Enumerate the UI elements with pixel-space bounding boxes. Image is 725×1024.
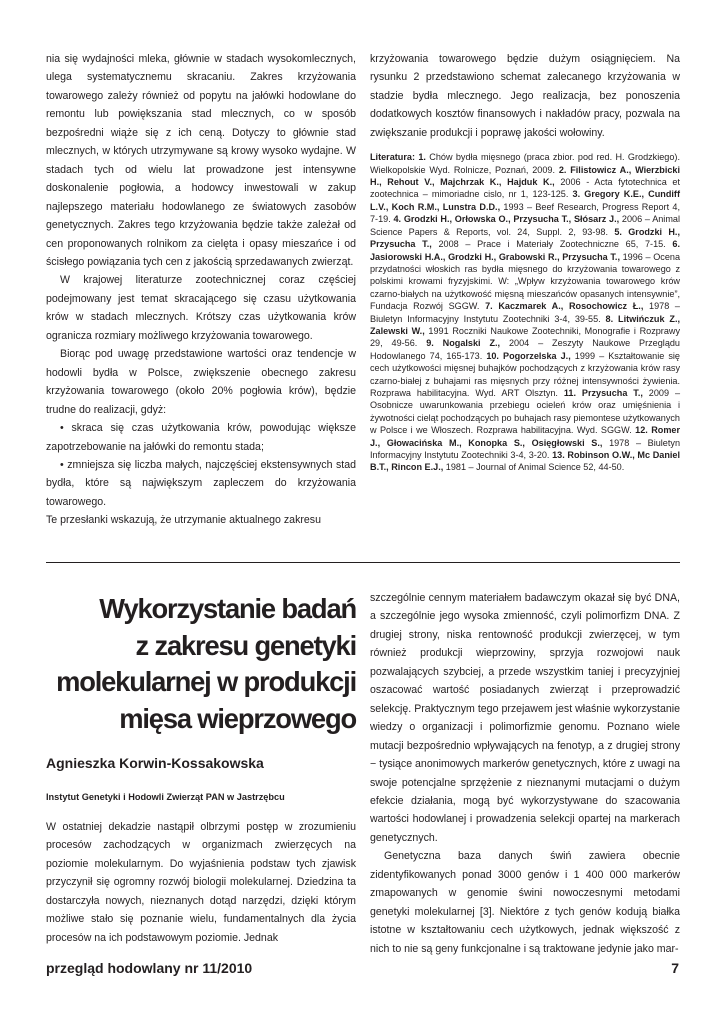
title-line: Wykorzystanie badań bbox=[99, 593, 356, 624]
reference-author: 12. Romer J., Głowacińska M., Konopka S., Osięgłowski S., bbox=[370, 425, 680, 448]
reference-author: 8. Litwińczuk Z., Zalewski W., bbox=[370, 313, 680, 336]
body-paragraph: nia się wydajności mleka, głównie w stadach wysokomlecznych, ulega systematycznemu skracaniu. Zakres krzyżowania towarowego zależy również od popytu na jałówki hodowlane do remontu lub powiększania stad mlecznych, co w sposób bezpośredni wiąże się z ich ceną. Dotyczy to głównie stad mlecznych, w których utrzymywane są krowy wysoko wydajne. W stadach tych od wielu lat prowadzone jest intensywne doskonalenie pogłowia, a hodowcy inwestowali w zakup najlepszego materiału hodowlanego ze światowych zasobów genetycznych. Zakres tego krzyżowania będzie także zależał od cen proponowanych rolnikom za cielęta i opasy mieszańce i od ścisłego powiązania tych cen z jakością sprzedawanych zwierząt. bbox=[46, 53, 356, 268]
title-line: z zakresu genetyki bbox=[135, 629, 356, 661]
references bbox=[370, 151, 680, 474]
reference-text: 1981 – Journal of Animal Science 52, 44-50. bbox=[443, 462, 625, 473]
body-paragraph: Te przesłanki wskazują, że utrzymanie aktualnego zakresu bbox=[46, 514, 321, 527]
body-paragraph: W krajowej literaturze zootechnicznej coraz częściej podejmowany jest temat skracającego się czasu użytkowania krów w stadach mlecznych. Krótszy czas użytkowania krów ogranicza rozmiary możliwego krzyżowania towarowego. bbox=[46, 274, 356, 342]
top-right-column bbox=[370, 50, 680, 474]
article-right-column bbox=[370, 589, 680, 958]
reference-text: 2006 - Acta fytotechnica et zootechnica – mimoriadne cislo, nr 1, 123-125. bbox=[370, 177, 680, 200]
reference-text: 2004 – Zeszyty Naukowe Przeglądu Hodowlanego 74, 165-173. bbox=[370, 338, 680, 361]
reference-text: 1978 – Biuletyn Informacyjny Instytutu Zootechniki 3-4, 3-20. bbox=[370, 437, 680, 461]
section-divider bbox=[46, 562, 680, 563]
bullet-item: • skraca się czas użytkowania krów, powodując większe zapotrzebowanie na jałówki do remontu stada; bbox=[46, 422, 356, 453]
reference-author: 3. Gregory K.E., Cundiff L.V., Koch R.M., Lunstra D.D., bbox=[370, 189, 680, 212]
reference-author: 5. Grodzki H., Przysucha T., bbox=[370, 226, 680, 250]
author-affiliation: Instytut Genetyki i Hodowli Zwierząt PAN w Jastrzębcu bbox=[46, 792, 285, 802]
body-paragraph: Genetyczna baza danych świń zawiera obecnie zidentyfikowanych ponad 3000 genów i 1 400 000 markerów zmapowanych w genomie świni nowoczesnymi metodami genetyki molekularnej [3]. Niektóre z tych genów kodują białka istotne w kształtowaniu cech użytkowych, jednak większość z nich to nie są geny funkcjonalne i są traktowane jedynie jako mar- bbox=[370, 850, 680, 955]
reference-text: 2008 – Prace i Materiały Zootechniczne 65, 7-15. bbox=[431, 239, 673, 250]
reference-text: 2009 – Osobnicze uwarunkowania przebiegu ocieleń krów oraz umięśnienia i żywotności cieląt pochodzących po buhajach rasy piemontese użytkowanych w Polsce i we Włoszech. Rozprawa habilitacyjna. Wyd. SGGW. bbox=[370, 387, 680, 436]
article-left-column bbox=[46, 818, 356, 947]
reference-text: 1999 – Kształtowanie się cech użytkowości mięsnej buhajków pochodzących z krzyżowania krów rasy czarno-białej z buhajami ras mięsnych przy różnej intensywności żywienia. Rozprawa habilitacyjna. Wyd. ART Olsztyn. bbox=[370, 350, 680, 398]
reference-author: 6. Jasiorowski H.A., Grodzki H., Grabowski R., Przysucha T., bbox=[370, 239, 680, 262]
body-paragraph: W ostatniej dekadzie nastąpił olbrzymi postęp w zrozumieniu procesów zachodzących w organizmach zwierzęcych na poziomie molekularnym. Do wyjaśnienia podstaw tych zjawisk przyczynił się ogromny rozwój biologii molekularnej. Dziedzina ta dostarczyła nowych, nieznanych dotąd narzędzi, dzięki którym możliwe stało się poznanie wielu, fundamentalnych dla życia procesów na ich podstawowym poziomie. Jednak bbox=[46, 821, 356, 944]
body-paragraph: szczególnie cennym materiałem badawczym okazał się być DNA, a szczególnie jego wysoka zmienność, czyli polimorfizm DNA. Z drugiej strony, niska rentowność produkcji zwierzęcej, w tym również produkcji wieprzowiny, sprzyja rozwojowi nauk pozwalających szybciej, a przede wszystkim taniej i precyzyjniej oszacować wartość posiadanych zwierząt i przeprowadzić selekcję. Praktycznym tego przejawem jest właśnie wykorzystanie wiedzy o organizacji i polimorfizmie genomu. Poznano wiele mutacji bezpośrednio wpływających na fenotyp, a z drugiej strony − tysiące anonimowych markerów genetycznych, które z uwagi na swoje potencjalne sprzężenie z nieznanymi mutacjami o dużym efekcie działania, mogą być wykorzystywane do szacowania wartości hodowlanej i prowadzenia selekcji opartej na markerach genetycznych. bbox=[370, 592, 681, 844]
reference-text: 1996 – Ocena przydatności włoskich ras bydła mięsnego do krzyżowania towarowego z polskimi krowami fryzyjskimi. W: „Wpływ krzyżowania towarowego krów czarno-białych na użytkowość mięsną mieszańców opasanych intensywnie”, Fundacja Rozwój SGGW. bbox=[370, 251, 681, 312]
reference-author: 2. Filistowicz A., Wierzbicki H., Rehout V., Majchrzak K., Hajduk K., bbox=[370, 164, 680, 188]
reference-text: 1991 Roczniki Naukowe Zootechniki, Monografie i Rozprawy 29, 49-56. bbox=[370, 325, 680, 349]
top-left-column bbox=[46, 50, 356, 530]
article-title bbox=[53, 591, 356, 737]
reference-author: 10. Pogorzelska J., bbox=[486, 350, 571, 361]
reference-text: Chów bydła mięsnego (praca zbior. pod red. H. Grodzkiego). Wielkopolskie Wyd. Rolnicze, Poznań, 2009. bbox=[370, 152, 680, 175]
reference-author: Literatura: 1. bbox=[370, 152, 426, 163]
bullet-item: • zmniejsza się liczba małych, najczęściej ekstensywnych stad bydła, które są największym zapleczem do krzyżowania towarowego. bbox=[46, 458, 356, 508]
reference-author: 13. Robinson O.W., Mc Daniel B.T., Rincon E.J., bbox=[370, 450, 680, 473]
body-paragraph: krzyżowania towarowego będzie dużym osiągnięciem. Na rysunku 2 przedstawiono schemat zalecanego krzyżowania w stadzie bydła mlecznego. Jego realizacja, bez ponoszenia dodatkowych kosztów finansowych i nakładów pracy, pozwala na zwiększanie produkcji i poprawę jakości wołowiny. bbox=[370, 53, 680, 139]
body-paragraph: Biorąc pod uwagę przedstawione wartości oraz tendencje w hodowli bydła w Polsce, zwiększenie obecnego zakresu krzyżowania towarowego (około 20% pogłowia krów), będzie trudne do realizacji, gdyż: bbox=[46, 348, 356, 416]
reference-author: 9. Nogalski Z., bbox=[426, 338, 501, 349]
reference-text: 1993 – Beef Research, Progress Report 4, 7-19. bbox=[370, 201, 680, 225]
reference-text: 1978 – Biuletyn Informacyjny Instytutu Zootechniki 3-4, 39-55. bbox=[370, 301, 680, 324]
page-number: 7 bbox=[671, 960, 679, 976]
reference-author: 4. Grodzki H., Orłowska O., Przysucha T., Słósarz J., bbox=[393, 214, 620, 225]
reference-author: 7. Kaczmarek A., Rosochowicz Ł., bbox=[485, 301, 644, 312]
reference-text: 2006 – Animal Science Papers & Reports, vol. 24, Suppl. 2, 93-98. bbox=[370, 214, 680, 237]
title-line: mięsa wieprzowego bbox=[119, 702, 357, 734]
journal-footer: przegląd hodowlany nr 11/2010 bbox=[46, 960, 253, 976]
title-line: molekularnej w produkcji bbox=[56, 666, 357, 697]
reference-author: 11. Przysucha T., bbox=[563, 387, 643, 398]
article-author: Agnieszka Korwin-Kossakowska bbox=[46, 755, 264, 771]
